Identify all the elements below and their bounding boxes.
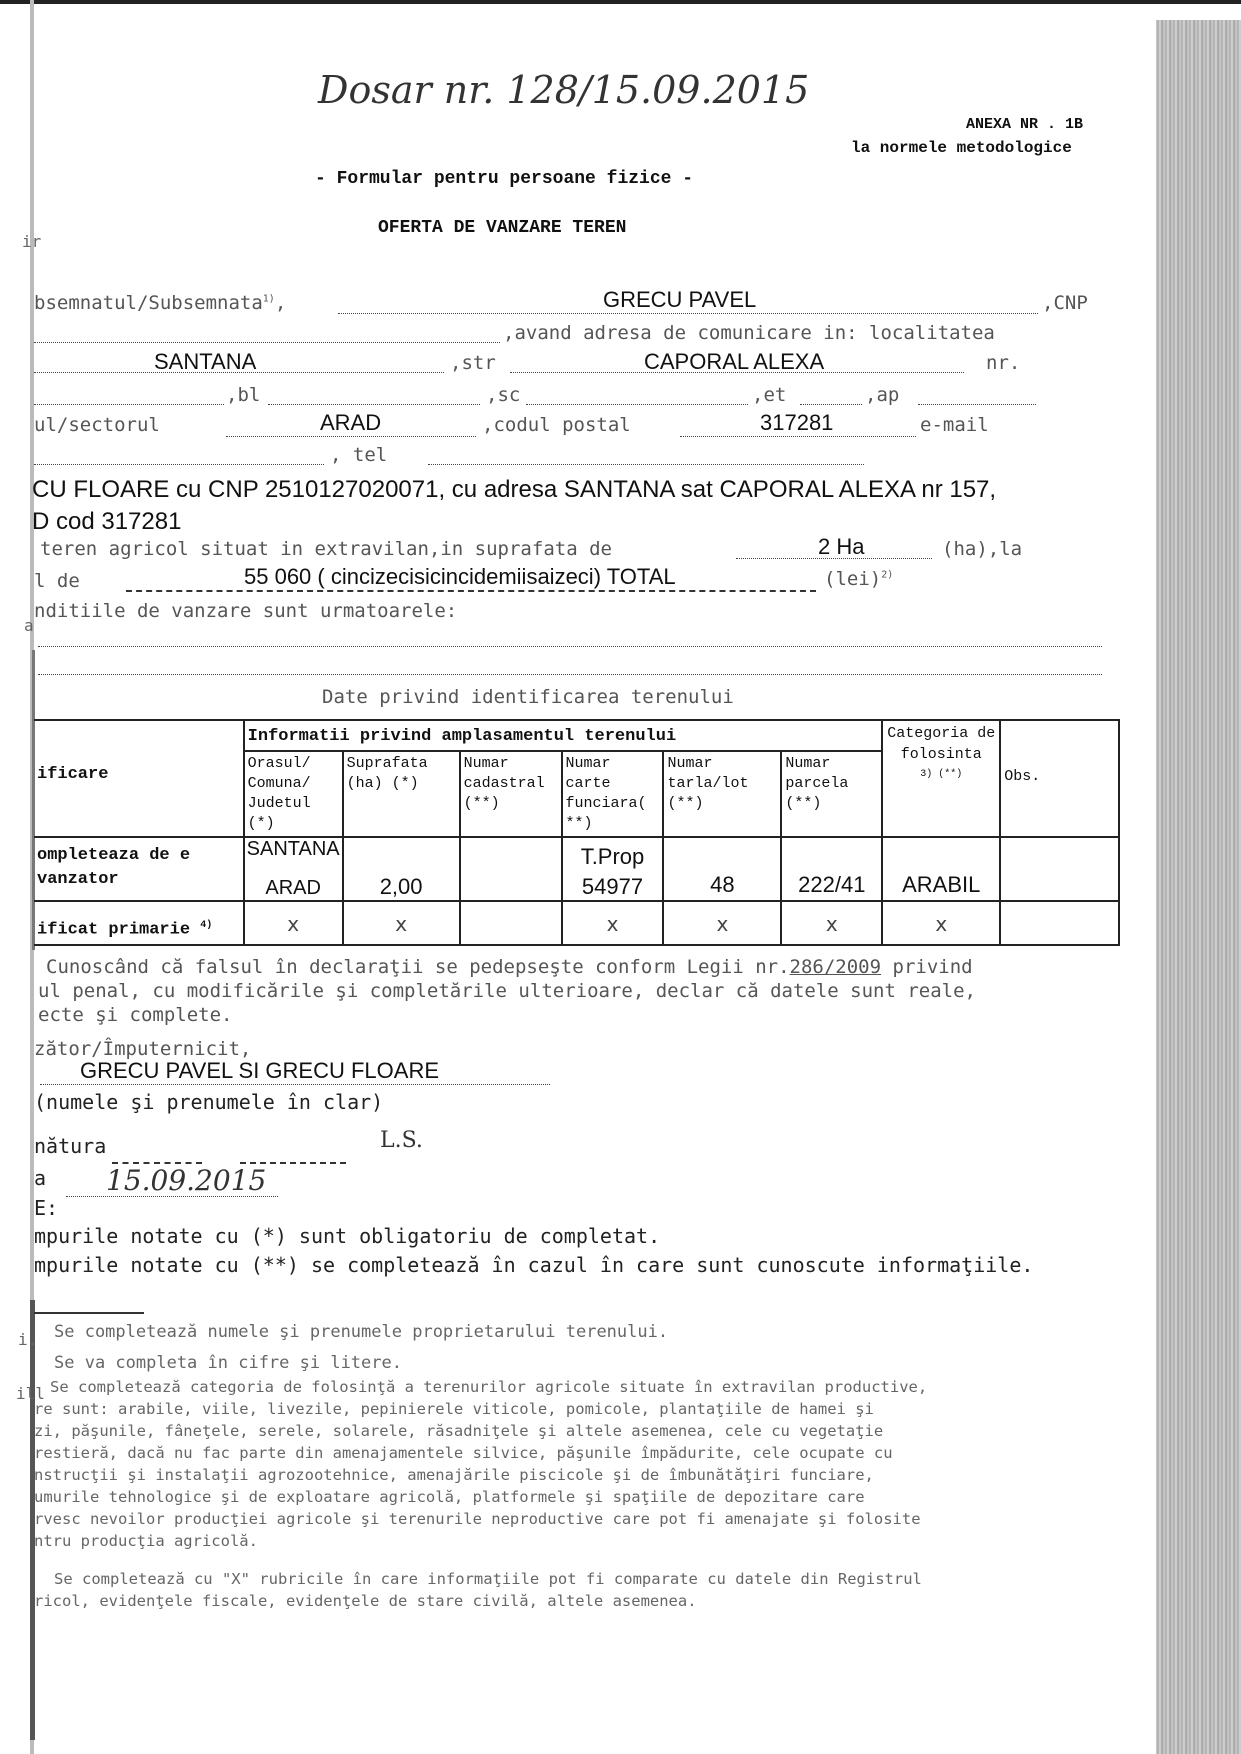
area-value: 2 Ha bbox=[818, 534, 865, 559]
declaration-line-3: ecte şi complete. bbox=[38, 1004, 233, 1026]
land-identification-table bbox=[34, 719, 1120, 946]
annex-title: ANEXA NR . 1B bbox=[966, 116, 1084, 133]
table-row bbox=[34, 837, 1119, 901]
cell-area: 2,00 bbox=[343, 837, 460, 901]
margin-a: a bbox=[24, 616, 34, 635]
cell-city: SANTANA ARAD bbox=[244, 837, 343, 901]
obs-header: Obs. bbox=[1000, 720, 1119, 837]
street-value: CAPORAL ALEXA bbox=[644, 349, 825, 374]
co-owner-line-1: CU FLOARE cu CNP 2510127020071, cu adresa SANTANA sat CAPORAL ALEXA nr 157, bbox=[32, 476, 997, 503]
label-sc: ,sc bbox=[486, 384, 521, 406]
col-identification: ificare bbox=[34, 720, 244, 837]
declaration-line-1: Cunoscând că falsul în declaraţii se pedepseşte conform Legii nr.286/2009 privind bbox=[46, 956, 973, 978]
footnote-3-line: restieră, dacă nu fac parte din amenajamentele silvice, păşunile împădurite, cele ocupate cu bbox=[34, 1444, 893, 1462]
declaration-line-2: ul penal, cu modificările şi completările ulterioare, declar că datele sunt reale, bbox=[38, 980, 976, 1002]
signature-label: nătura bbox=[34, 1134, 107, 1158]
label-judet: ul/sectorul bbox=[34, 414, 160, 436]
footnote-3-line: umurile tehnologice şi de exploatare agricolă, platformele şi spaţiile de depozitare care bbox=[34, 1488, 865, 1506]
row-seller-label: ompleteaza de e vanzator bbox=[34, 837, 244, 901]
date-label: a bbox=[34, 1166, 47, 1190]
page-title: OFERTA DE VANZARE TEREN bbox=[378, 218, 627, 238]
seller-name: GRECU PAVEL SI GRECU FLOARE bbox=[80, 1058, 440, 1083]
label-postal: ,codul postal bbox=[482, 414, 631, 436]
table-row bbox=[34, 901, 1119, 945]
header-parcel: Numar parcela (**) bbox=[781, 751, 882, 837]
cell-land-book: T.Prop 54977 bbox=[562, 837, 664, 901]
mark-tarla: x bbox=[663, 901, 781, 945]
category-header: Categoria de folosinta 3) (**) bbox=[882, 720, 1000, 837]
label-bl: ,bl bbox=[226, 384, 261, 406]
label-lei: (lei)$^{2)}$ bbox=[824, 568, 894, 590]
label-land: teren agricol situat in extravilan,in suprafata de bbox=[40, 538, 612, 560]
cell-category: ARABIL bbox=[882, 837, 1000, 901]
cell-parcel: 222/41 bbox=[781, 837, 882, 901]
cell-obs bbox=[1000, 837, 1119, 901]
top-border bbox=[0, 0, 1241, 4]
cell-tarla: 48 bbox=[663, 837, 781, 901]
stamp-label: L.S. bbox=[380, 1128, 423, 1153]
footnote-3-line: zi, păşunile, fâneţele, serele, solarele, răsadniţele şi altele asemenea, cele cu vegetaţie bbox=[34, 1422, 884, 1440]
group-header: Informatii privind amplasamentul terenului bbox=[244, 720, 883, 751]
label-cnp: ,CNP bbox=[1042, 292, 1088, 314]
label-tel: , tel bbox=[330, 444, 388, 466]
footnote-3-line: ntru producţia agricolă. bbox=[34, 1532, 258, 1550]
label-str: ,str bbox=[450, 352, 496, 374]
name-in-clear-label: (numele şi prenumele în clar) bbox=[34, 1090, 384, 1114]
seller-label: zător/Împuternicit, bbox=[34, 1038, 252, 1060]
annex-subtitle: la normele metodologice bbox=[851, 139, 1072, 157]
cell-cadastral bbox=[460, 837, 562, 901]
locality-value: SANTANA bbox=[154, 349, 257, 374]
header-area: Suprafata (ha) (*) bbox=[343, 751, 460, 837]
right-scan-strip bbox=[1156, 20, 1241, 1754]
section-title: Date privind identificarea terenului bbox=[322, 686, 734, 708]
footnote-1: Se completează numele şi prenumele proprietarului terenului. bbox=[54, 1322, 669, 1342]
margin-mark: ir bbox=[22, 232, 42, 251]
footnote-3-line: re sunt: arabile, viile, livezile, pepinierele viticole, pomicole, plantaţiile de hamei şi bbox=[34, 1400, 874, 1418]
mark-land-book: x bbox=[562, 901, 664, 945]
margin-i: i. bbox=[18, 1330, 38, 1349]
header-land-book: Numar carte funciara( **) bbox=[562, 751, 664, 837]
label-conditions: nditiile de vanzare sunt urmatoarele: bbox=[34, 600, 458, 622]
label-price: l de bbox=[34, 570, 80, 592]
row-city-hall-label: ificat primarie $^{4)}$ bbox=[34, 901, 244, 945]
label-email: e-mail bbox=[920, 414, 989, 436]
price-value: 55 060 ( cincizecisicincidemiisaizeci) TOTAL bbox=[244, 564, 676, 589]
header-city: Orasul/ Comuna/ Judetul (*) bbox=[244, 751, 343, 837]
co-owner-line-2: D cod 317281 bbox=[32, 508, 182, 535]
note-1: mpurile notate cu (*) sunt obligatoriu de completat. bbox=[34, 1224, 661, 1248]
footnote-3-line: Se completează categoria de folosinţă a terenurilor agricole situate în extravilan productive, bbox=[50, 1378, 928, 1396]
mark-cadastral bbox=[460, 901, 562, 945]
form-type: - Formular pentru persoane fizice - bbox=[315, 169, 694, 189]
note-2: mpurile notate cu (**) se completează în cazul în care sunt cunoscute informaţiile. bbox=[34, 1253, 1034, 1277]
label-ap: ,ap bbox=[865, 384, 900, 406]
footnote-rule bbox=[34, 1312, 144, 1314]
footnote-2: Se va completa în cifre şi litere. bbox=[54, 1353, 402, 1373]
footnote-4-line: ricol, evidenţele fiscale, evidenţele de stare civilă, altele asemenea. bbox=[34, 1592, 697, 1610]
mark-area: x bbox=[343, 901, 460, 945]
footnote-4-line: Se completează cu "X" rubricile în care informaţiile pot fi comparate cu datele din Registrul bbox=[54, 1570, 922, 1588]
mark-city: x bbox=[244, 901, 343, 945]
mark-parcel: x bbox=[781, 901, 882, 945]
county-value: ARAD bbox=[320, 410, 382, 435]
footnote-3-line: rvesc nevoilor producţiei agricole şi terenurile neproductive care pot fi amenajate şi folosite bbox=[34, 1510, 921, 1528]
postal-code-value: 317281 bbox=[760, 410, 834, 435]
mark-obs bbox=[1000, 901, 1119, 945]
footnote-3-line: nstrucţii şi instalaţii agrozootehnice, amenajările piscicole şi de îmbunătăţiri funciare, bbox=[34, 1466, 874, 1484]
date-value: 15.09.2015 bbox=[106, 1164, 267, 1197]
margin-ill: ill bbox=[16, 1384, 45, 1403]
owner-name: GRECU PAVEL bbox=[603, 287, 757, 312]
header-tarla: Numar tarla/lot (**) bbox=[663, 751, 781, 837]
notes-heading: E: bbox=[34, 1196, 59, 1220]
label-et: ,et bbox=[752, 384, 787, 406]
label-ha: (ha),la bbox=[942, 538, 1023, 560]
label-nr: nr. bbox=[986, 352, 1021, 374]
mark-category: x bbox=[882, 901, 1000, 945]
header-cadastral: Numar cadastral (**) bbox=[460, 751, 562, 837]
dossier-note: Dosar nr. 128/15.09.2015 bbox=[318, 68, 810, 112]
label-subsemnatul: bsemnatul/Subsemnata$^{1)}$, bbox=[34, 292, 287, 314]
label-address: ,avand adresa de comunicare in: localitatea bbox=[503, 322, 995, 344]
